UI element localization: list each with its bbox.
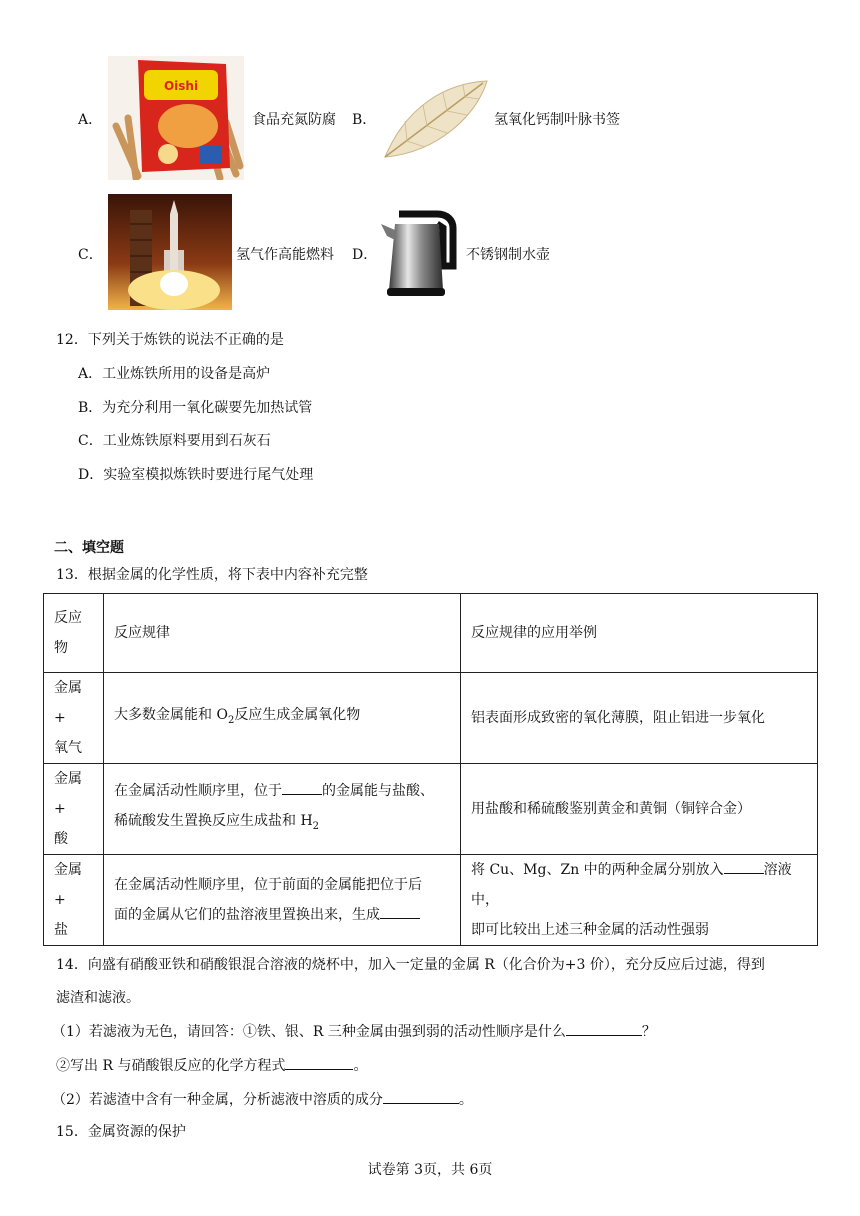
reactant-line-1: 金属+ [54,680,82,726]
svg-text:Oishi: Oishi [163,79,199,93]
q12-stem: 12．下列关于炼铁的说法不正确的是 [56,332,284,348]
q14-part-1 [52,1021,656,1042]
q14-part-3-text: （2）若滤渣中含有一种金属，分析滤液中溶质的成分 [52,1092,383,1108]
rule-line-1: 在金属活动性顺序里，位于前面的金属能把位于后 [114,877,422,893]
reactant-line-2: 氧气 [54,740,82,756]
rocket-launch-image [108,194,232,310]
q12-option-c: C．工业炼铁原料要用到石灰石 [78,433,271,449]
table-row [44,855,818,946]
option-d-text: 不锈钢制水壶 [466,247,550,263]
q14-part-1-end: ？ [641,1024,656,1040]
rule-line-1b: 的金属能与盐酸、 [322,783,434,800]
q14-stem-line-2: 滤渣和滤液。 [56,990,140,1006]
reactant-line-2: 酸 [54,831,68,847]
option-a-text: 食品充氮防腐 [252,112,336,128]
rule-line-2: 稀硫酸发生置换反应生成盐和 H [114,813,313,830]
application-cell: 用盐酸和稀硫酸鉴别黄金和黄铜（铜锌合金） [461,764,818,855]
answer-blank[interactable] [724,859,764,874]
rule-text-b: 反应生成金属氧化物 [234,707,361,724]
page-footer: 试卷第 3页，共 6页 [367,1162,493,1178]
reactant-line-2: 盐 [54,922,68,938]
q14-part-2-text: ②写出 R 与硝酸银反应的化学方程式 [56,1058,286,1074]
rule-subscript: 2 [227,714,235,726]
option-b-letter: B． [352,112,377,128]
option-d-letter: D． [352,247,378,263]
table-row [44,673,818,764]
rule-line-2: 面的金属从它们的盐溶液里置换出来，生成 [114,907,380,923]
rule-subscript: 2 [312,820,320,832]
option-a-letter: A． [78,112,103,128]
option-c-text: 氢气作高能燃料 [236,247,334,263]
q14-part-2-end: 。 [353,1058,368,1074]
leaf-skeleton-image [377,75,491,163]
q12-option-d: D．实验室模拟炼铁时要进行尾气处理 [78,467,314,483]
answer-blank[interactable] [383,1089,459,1104]
option-b-text: 氢氧化钙制叶脉书签 [494,112,620,128]
header-cell-rule: 反应规律 [104,594,461,673]
reactant-line-1: 金属+ [54,862,82,908]
snack-bag-image [108,56,244,180]
header-cell-reactant [44,594,104,673]
rule-cell [104,855,461,946]
reactant-line-1: 金属+ [54,771,82,817]
q13-stem: 13．根据金属的化学性质，将下表中内容补充完整 [56,567,368,583]
q14-stem-line-1: 14．向盛有硝酸亚铁和硝酸银混合溶液的烧杯中，加入一定量的金属 R（化合价为+3 价），充分反应后过滤，得到 [56,957,765,973]
rule-cell [104,673,461,764]
header-reactant-text: 反应物 [54,610,82,656]
reactant-cell [44,673,104,764]
rule-text-a: 大多数金属能和 O [114,707,228,724]
reactant-cell [44,855,104,946]
q12-option-a: A．工业炼铁所用的设备是高炉 [78,366,271,382]
application-line-1b: 溶液中， [471,862,792,908]
q14-part-3-end: 。 [458,1092,473,1108]
application-cell: 铝表面形成致密的氧化薄膜，阻止铝进一步氧化 [461,673,818,764]
rule-cell [104,764,461,855]
kettle-image [377,206,461,300]
q14-part-2 [52,1089,473,1110]
application-line-1a: 将 Cu、Mg、Zn 中的两种金属分别放入 [471,862,724,878]
answer-blank[interactable] [566,1021,642,1036]
header-cell-application: 反应规律的应用举例 [461,594,818,673]
q14-part-1-sub-2 [56,1055,367,1076]
application-cell [461,855,818,946]
rule-line-1a: 在金属活动性顺序里，位于 [114,783,282,800]
q14-part-1-text: （1）若滤液为无色，请回答：①铁、银、R 三种金属由强到弱的活动性顺序是什么 [52,1024,566,1040]
q12-option-b: B．为充分利用一氧化碳要先加热试管 [78,400,313,416]
reactant-cell [44,764,104,855]
table-header-row [44,594,818,673]
q15-stem: 15．金属资源的保护 [56,1124,186,1140]
answer-blank[interactable] [380,904,420,919]
option-c-letter: C． [78,247,103,263]
answer-blank[interactable] [282,780,322,795]
section-title: 二、填空题 [54,540,124,556]
application-line-2: 即可比较出上述三种金属的活动性强弱 [471,922,709,938]
q13-table [43,593,818,946]
answer-blank[interactable] [285,1055,353,1070]
table-row [44,764,818,855]
